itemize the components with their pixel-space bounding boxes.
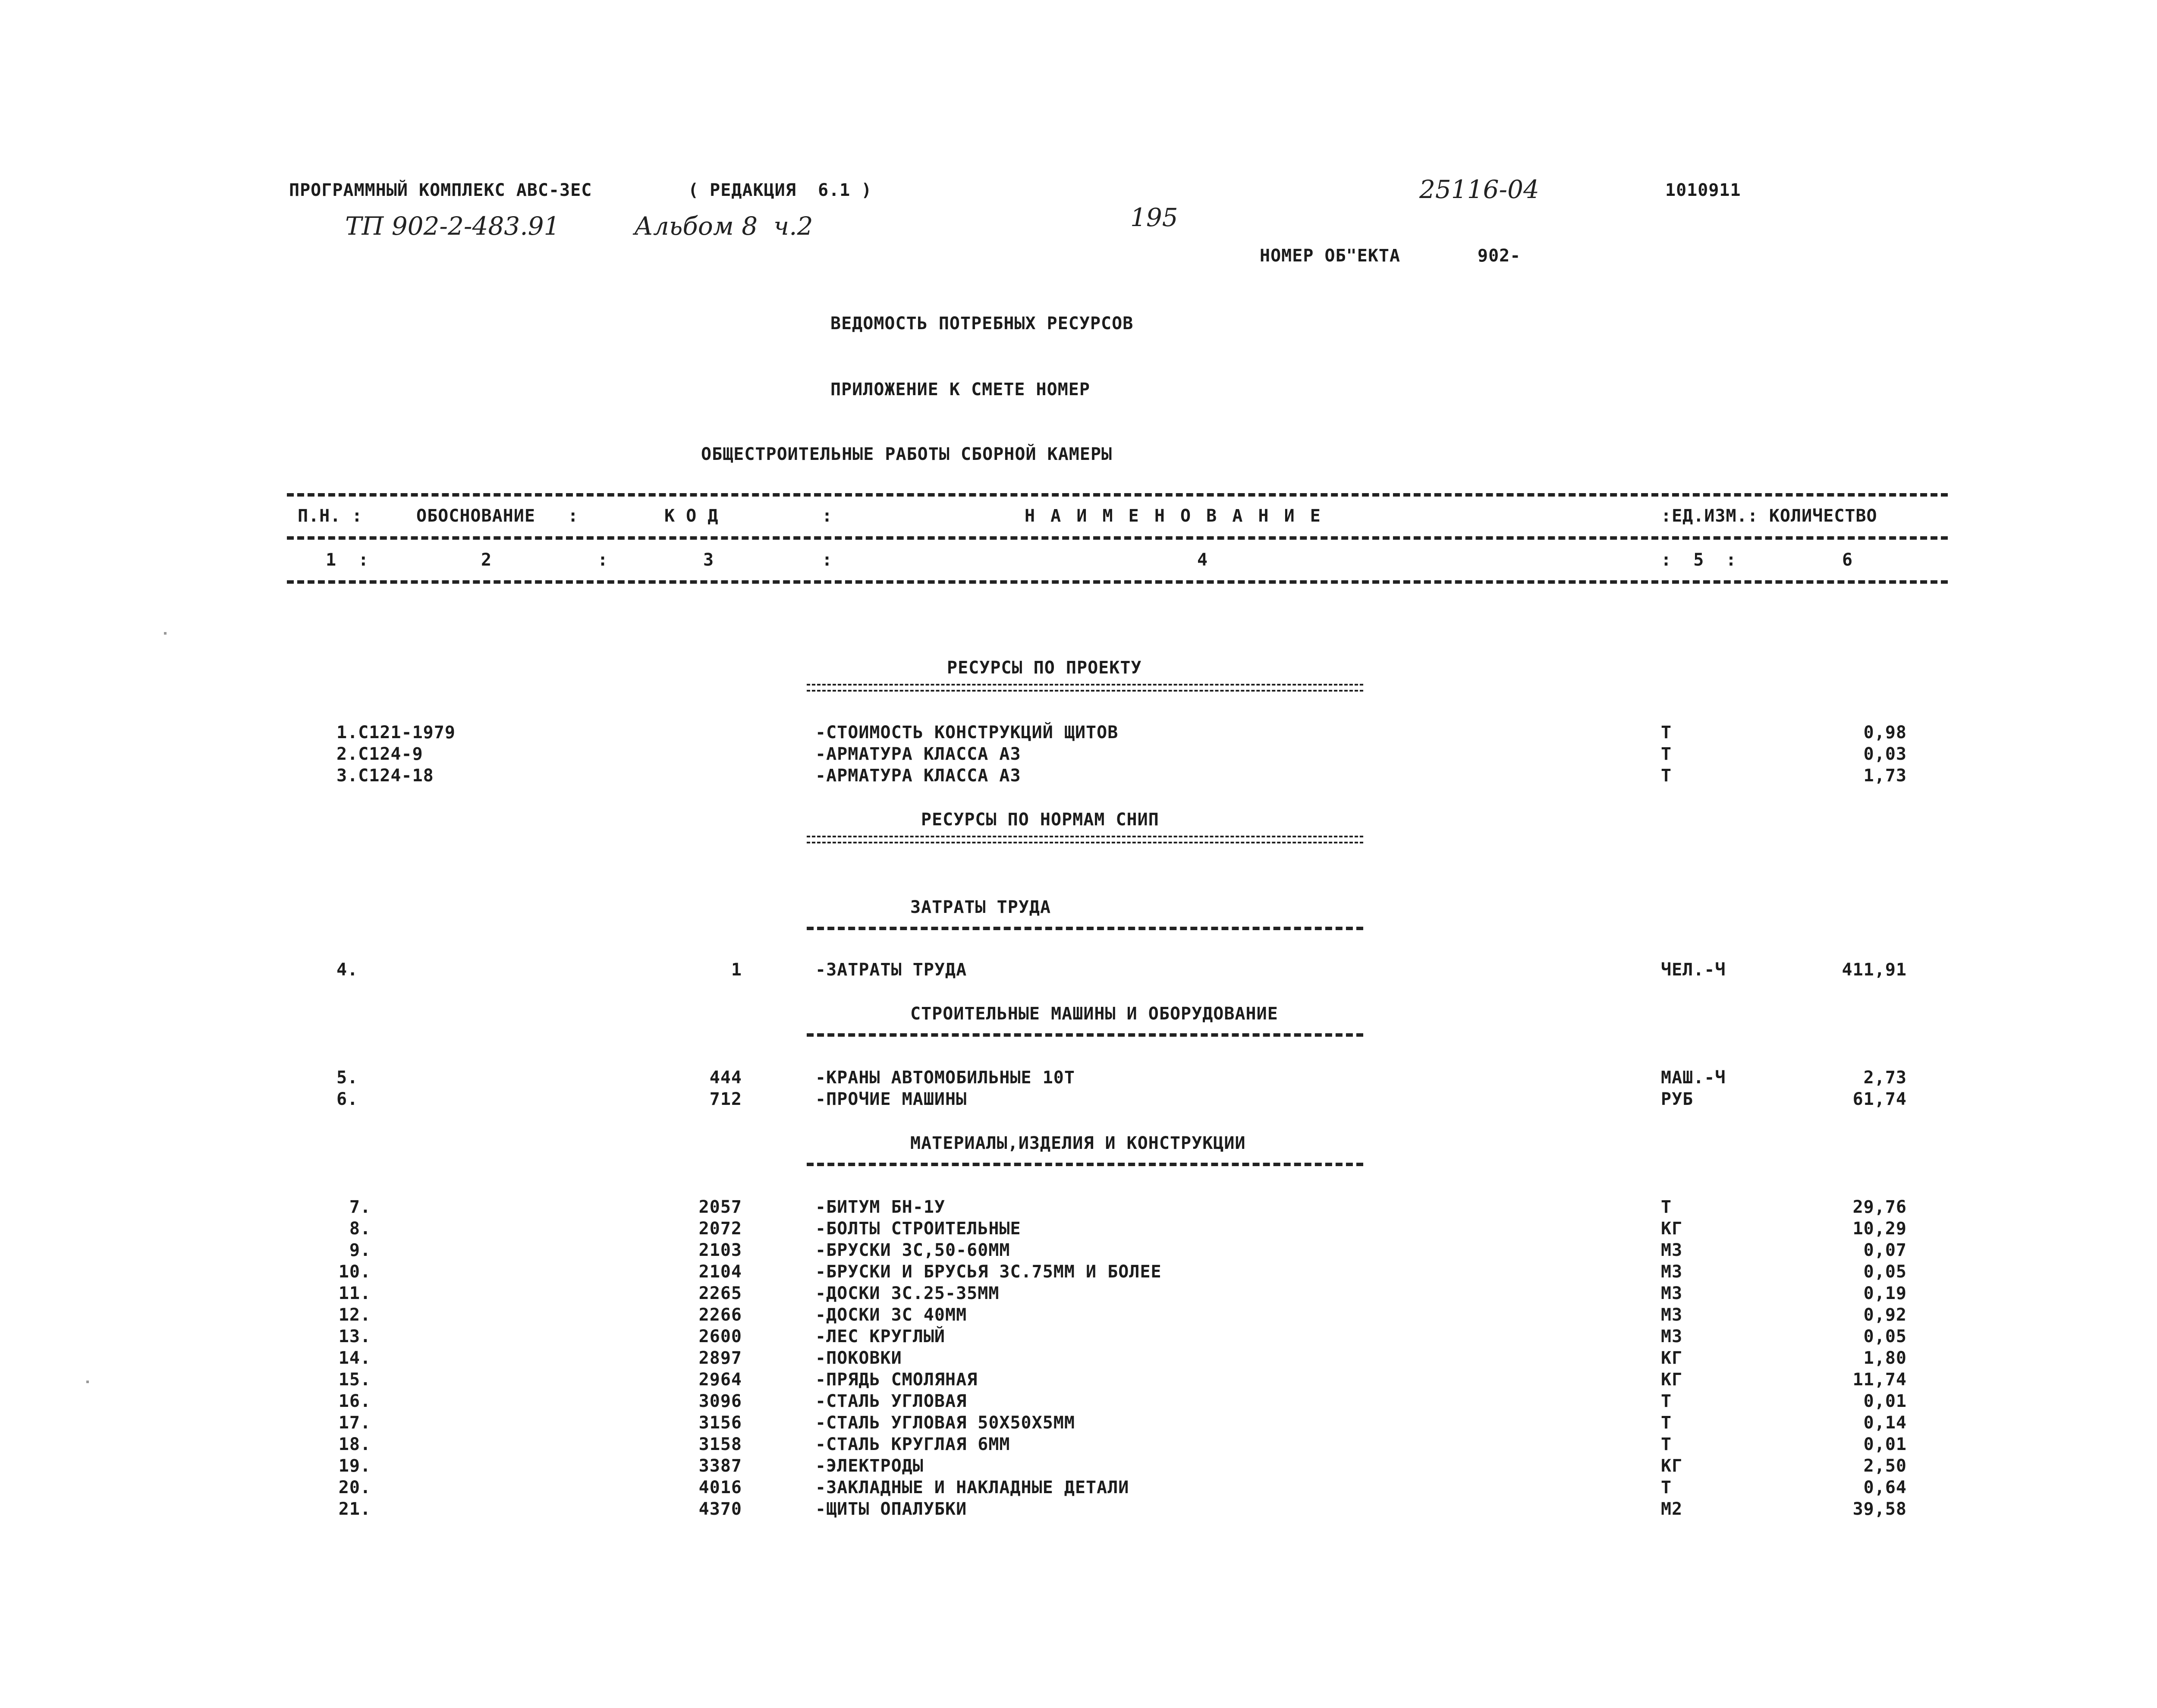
row-qty: 10,29 — [1852, 1219, 1907, 1239]
row-qty: 61,74 — [1852, 1089, 1907, 1109]
row-qty: 0,14 — [1863, 1413, 1907, 1433]
row-code: 3156 — [698, 1413, 742, 1433]
row-code: 3158 — [698, 1434, 742, 1454]
row-unit: ЧЕЛ.-Ч — [1661, 960, 1726, 980]
section-project-title: РЕСУРСЫ ПО ПРОЕКТУ — [947, 658, 1142, 678]
row-pn: 19. — [338, 1456, 371, 1476]
serial-number: 1010911 — [1665, 180, 1741, 200]
section-labor-title: ЗАТРАТЫ ТРУДА — [910, 897, 1051, 917]
row-name: -КРАНЫ АВТОМОБИЛЬНЫЕ 10Т — [815, 1068, 1075, 1088]
margin-mark — [86, 1381, 89, 1383]
row-unit: КГ — [1661, 1219, 1683, 1239]
header-num-6: 6 — [1842, 550, 1853, 570]
row-qty: 0,05 — [1863, 1262, 1907, 1282]
row-pn: 12. — [338, 1305, 371, 1325]
header-separator-3: : — [822, 550, 833, 570]
row-code: 2964 — [698, 1370, 742, 1390]
handwritten-page-number: 195 — [1130, 203, 1178, 232]
row-unit: М3 — [1661, 1240, 1683, 1260]
table-mid-rule — [287, 536, 1948, 540]
row-unit: М3 — [1661, 1283, 1683, 1303]
row-code: 2600 — [698, 1327, 742, 1346]
row-code: 4370 — [698, 1499, 742, 1519]
row-name: -ЛЕС КРУГЛЫЙ — [815, 1327, 945, 1346]
section-materials-rule — [807, 1163, 1363, 1166]
header-num-4: 4 — [1197, 550, 1208, 570]
row-pn: 21. — [338, 1499, 371, 1519]
row-name: -СТАЛЬ УГЛОВАЯ 50Х50Х5ММ — [815, 1413, 1075, 1433]
row-qty: 0,98 — [1863, 723, 1907, 742]
row-pn: 16. — [338, 1391, 371, 1411]
row-pn: 3.С124-18 — [336, 766, 434, 786]
row-name: -БОЛТЫ СТРОИТЕЛЬНЫЕ — [815, 1219, 1021, 1239]
row-qty: 2,73 — [1863, 1068, 1907, 1088]
object-number-value: 902- — [1478, 246, 1521, 266]
row-unit: М3 — [1661, 1327, 1683, 1346]
row-code: 3096 — [698, 1391, 742, 1411]
row-name: -ПОКОВКИ — [815, 1348, 902, 1368]
row-pn: 8. — [349, 1219, 371, 1239]
row-name: -ПРОЧИЕ МАШИНЫ — [815, 1089, 967, 1109]
row-code: 2103 — [698, 1240, 742, 1260]
row-code: 2266 — [698, 1305, 742, 1325]
header-col-name: Н А И М Е Н О В А Н И Е — [1025, 506, 1323, 526]
title-appendix: ПРИЛОЖЕНИЕ К СМЕТЕ НОМЕР — [830, 380, 1090, 399]
row-name: -ЩИТЫ ОПАЛУБКИ — [815, 1499, 967, 1519]
header-separator-2: : — [597, 550, 609, 570]
row-code: 2057 — [698, 1197, 742, 1217]
table-header-bottom-rule — [287, 580, 1948, 584]
margin-mark — [164, 632, 167, 635]
row-pn: 2.С124-9 — [336, 744, 423, 764]
title-main: ВЕДОМОСТЬ ПОТРЕБНЫХ РЕСУРСОВ — [830, 314, 1134, 333]
header-num-2: 2 — [481, 550, 492, 570]
row-unit: Т — [1661, 1434, 1672, 1454]
row-name: -ПРЯДЬ СМОЛЯНАЯ — [815, 1370, 978, 1390]
row-name: -ДОСКИ 3С.25-35ММ — [815, 1283, 1000, 1303]
row-unit: Т — [1661, 766, 1672, 786]
header-num-1: 1 : — [326, 550, 369, 570]
row-code: 2897 — [698, 1348, 742, 1368]
row-unit: М2 — [1661, 1499, 1683, 1519]
header-col-separator: : — [822, 506, 833, 526]
header-num-3: 3 — [703, 550, 714, 570]
row-unit: КГ — [1661, 1456, 1683, 1476]
row-unit: РУБ — [1661, 1089, 1694, 1109]
row-unit: КГ — [1661, 1370, 1683, 1390]
row-pn: 6. — [336, 1089, 358, 1109]
row-code: 3387 — [698, 1456, 742, 1476]
row-pn: 17. — [338, 1413, 371, 1433]
header-col-code: К О Д — [664, 506, 719, 526]
row-unit: Т — [1661, 1413, 1672, 1433]
section-project-rule — [807, 684, 1363, 692]
row-code: 1 — [731, 960, 742, 980]
row-name: -БИТУМ БН-1У — [815, 1197, 945, 1217]
row-pn: 20. — [338, 1478, 371, 1497]
header-col-pn: П.Н. : — [298, 506, 363, 526]
row-name: -ЭЛЕКТРОДЫ — [815, 1456, 924, 1476]
row-unit: Т — [1661, 723, 1672, 742]
row-code: 4016 — [698, 1478, 742, 1497]
row-qty: 1,73 — [1863, 766, 1907, 786]
row-name: -ЗАКЛАДНЫЕ И НАКЛАДНЫЕ ДЕТАЛИ — [815, 1478, 1129, 1497]
row-name: -СТАЛЬ КРУГЛАЯ 6ММ — [815, 1434, 1010, 1454]
section-labor-rule — [807, 927, 1363, 930]
row-unit: Т — [1661, 1478, 1672, 1497]
row-qty: 0,07 — [1863, 1240, 1907, 1260]
row-code: 444 — [709, 1068, 742, 1088]
row-name: -СТАЛЬ УГЛОВАЯ — [815, 1391, 967, 1411]
section-materials-title: МАТЕРИАЛЫ,ИЗДЕЛИЯ И КОНСТРУКЦИИ — [910, 1133, 1246, 1153]
row-qty: 0,01 — [1863, 1434, 1907, 1454]
row-pn: 1.С121-1979 — [336, 723, 456, 742]
row-qty: 2,50 — [1863, 1456, 1907, 1476]
row-qty: 0,19 — [1863, 1283, 1907, 1303]
row-pn: 18. — [338, 1434, 371, 1454]
row-qty: 29,76 — [1852, 1197, 1907, 1217]
row-code: 2104 — [698, 1262, 742, 1282]
row-qty: 0,92 — [1863, 1305, 1907, 1325]
row-name: -БРУСКИ И БРУСЬЯ 3С.75ММ И БОЛЕЕ — [815, 1262, 1162, 1282]
row-qty: 0,03 — [1863, 744, 1907, 764]
row-unit: М3 — [1661, 1262, 1683, 1282]
row-name: -АРМАТУРА КЛАССА А3 — [815, 766, 1021, 786]
header-num-5: : 5 : — [1661, 550, 1737, 570]
row-unit: Т — [1661, 744, 1672, 764]
row-pn: 13. — [338, 1327, 371, 1346]
row-name: -ДОСКИ 3С 40ММ — [815, 1305, 967, 1325]
table-top-rule — [287, 493, 1948, 497]
row-pn: 14. — [338, 1348, 371, 1368]
row-name: -СТОИМОСТЬ КОНСТРУКЦИЙ ЩИТОВ — [815, 723, 1119, 742]
handwritten-project-number: ТП 902-2-483.91 — [345, 211, 560, 241]
row-qty: 39,58 — [1852, 1499, 1907, 1519]
section-snip-title: РЕСУРСЫ ПО НОРМАМ СНИП — [921, 810, 1159, 830]
row-pn: 7. — [349, 1197, 371, 1217]
row-qty: 11,74 — [1852, 1370, 1907, 1390]
row-unit: МАШ.-Ч — [1661, 1068, 1726, 1088]
row-name: -АРМАТУРА КЛАССА А3 — [815, 744, 1021, 764]
object-number-label: НОМЕР ОБ"ЕКТА — [1260, 246, 1401, 266]
row-qty: 0,05 — [1863, 1327, 1907, 1346]
row-unit: Т — [1661, 1391, 1672, 1411]
program-edition: ( РЕДАКЦИЯ 6.1 ) — [688, 180, 872, 200]
section-machines-rule — [807, 1033, 1363, 1037]
section-snip-rule — [807, 836, 1363, 843]
row-name: -БРУСКИ 3С,50-60ММ — [815, 1240, 1010, 1260]
row-qty: 0,01 — [1863, 1391, 1907, 1411]
row-pn: 4. — [336, 960, 358, 980]
section-machines-title: СТРОИТЕЛЬНЫЕ МАШИНЫ И ОБОРУДОВАНИЕ — [910, 1004, 1278, 1024]
row-code: 2072 — [698, 1219, 742, 1239]
header-col-unit-qty: :ЕД.ИЗМ.: КОЛИЧЕСТВО — [1661, 506, 1877, 526]
row-name: -ЗАТРАТЫ ТРУДА — [815, 960, 967, 980]
row-code: 2265 — [698, 1283, 742, 1303]
row-pn: 15. — [338, 1370, 371, 1390]
row-qty: 411,91 — [1842, 960, 1907, 980]
row-pn: 11. — [338, 1283, 371, 1303]
row-qty: 0,64 — [1863, 1478, 1907, 1497]
row-qty: 1,80 — [1863, 1348, 1907, 1368]
title-work: ОБЩЕСТРОИТЕЛЬНЫЕ РАБОТЫ СБОРНОЙ КАМЕРЫ — [701, 444, 1113, 464]
row-pn: 10. — [338, 1262, 371, 1282]
program-name: ПРОГРАММНЫЙ КОМПЛЕКС АВС-3ЕС — [289, 180, 592, 200]
row-pn: 5. — [336, 1068, 358, 1088]
handwritten-album: Альбом 8 ч.2 — [634, 211, 813, 241]
row-pn: 9. — [349, 1240, 371, 1260]
row-unit: КГ — [1661, 1348, 1683, 1368]
row-unit: М3 — [1661, 1305, 1683, 1325]
header-col-basis: ОБОСНОВАНИЕ : — [416, 506, 579, 526]
handwritten-doc-code: 25116-04 — [1419, 175, 1539, 204]
row-code: 712 — [709, 1089, 742, 1109]
row-unit: Т — [1661, 1197, 1672, 1217]
